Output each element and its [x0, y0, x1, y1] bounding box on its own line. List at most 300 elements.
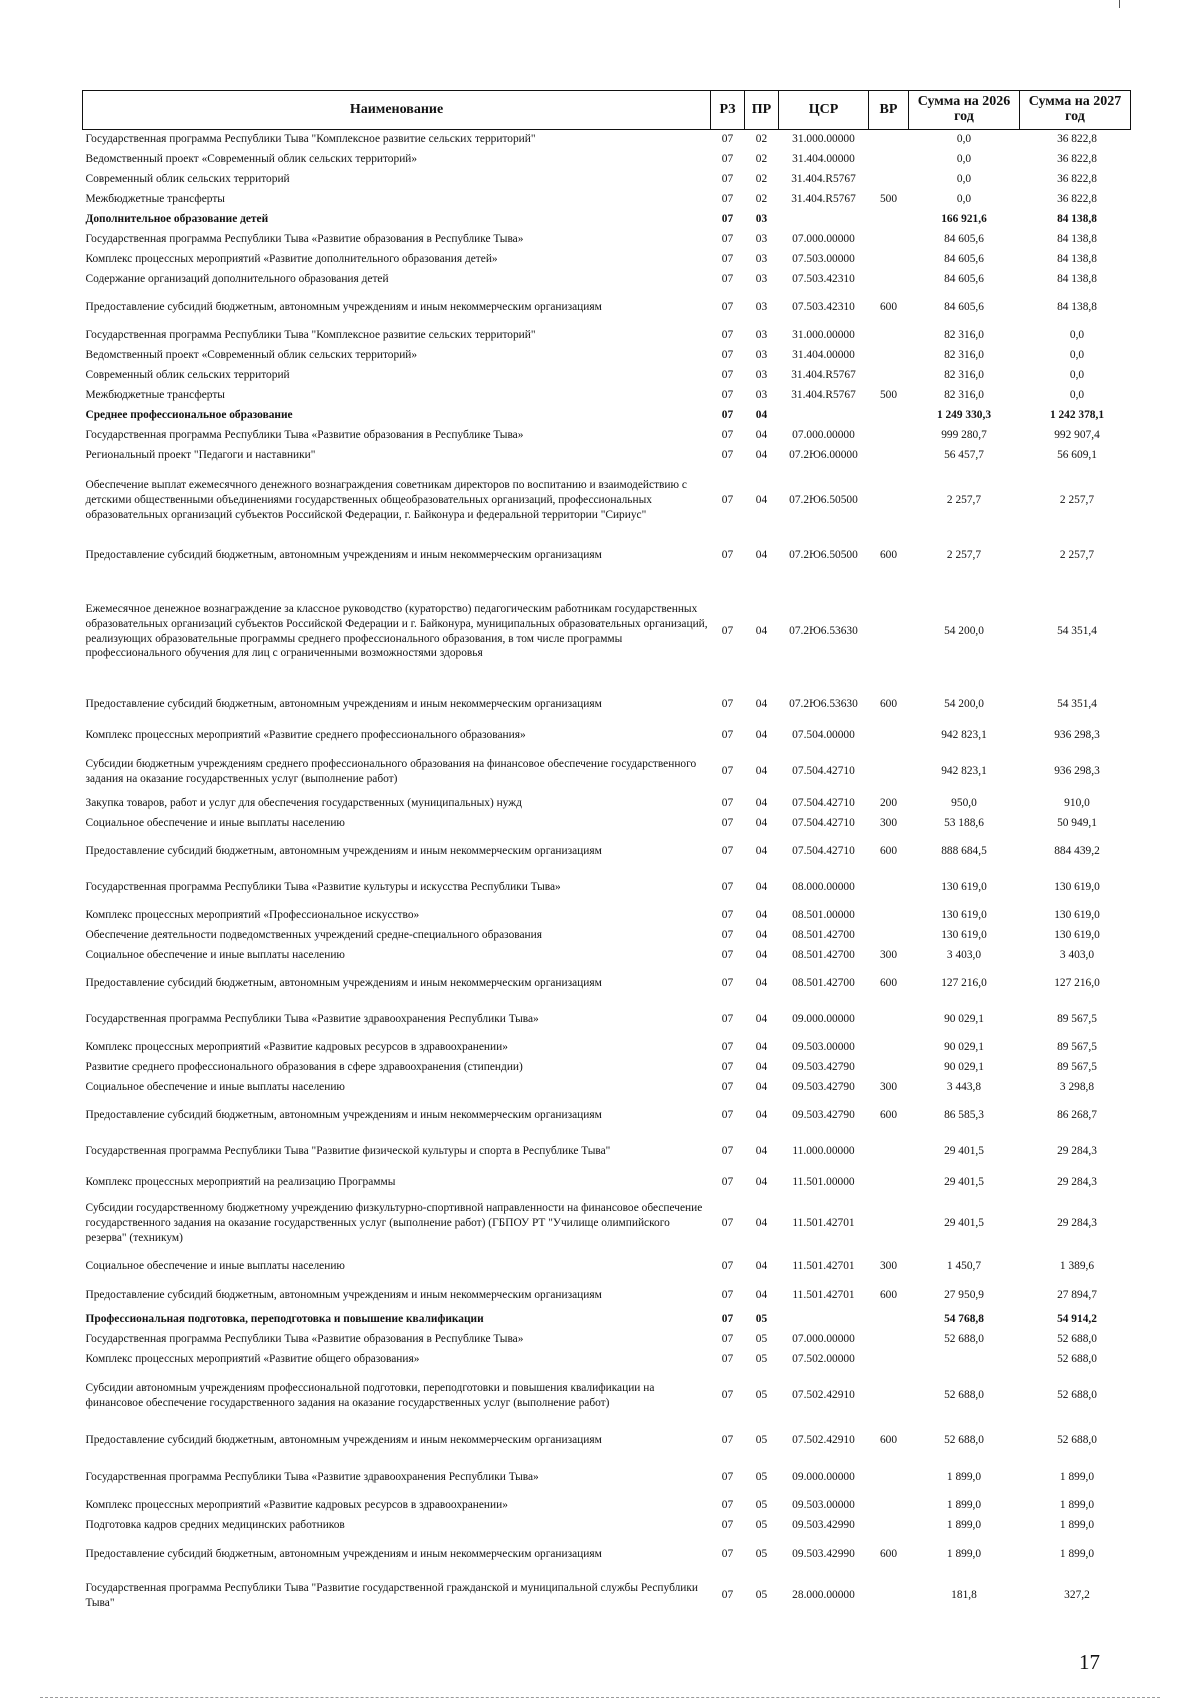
- cell-csr: 09.503.42790: [792, 1081, 855, 1094]
- cell-sum-2026: 90 029,1: [944, 1041, 984, 1054]
- table-row: [83, 1252, 1131, 1282]
- table-row: [83, 326, 1131, 346]
- cell-csr: 07.2Ю6.50500: [789, 494, 858, 507]
- header-sum-2027: Сумма на 2027 год: [1020, 91, 1131, 130]
- cell-rz: 07: [721, 153, 734, 166]
- cell-name: Межбюджетные трансферты: [85, 389, 225, 402]
- cell-sum-2027: 54 351,4: [1057, 625, 1097, 638]
- cell-rz: 07: [721, 1013, 734, 1026]
- cell-name: Государственная программа Республики Тыва "Развитие физической культуры и спорта в Республике Тыва": [85, 1145, 611, 1158]
- cell-sum-2027: 29 284,3: [1057, 1176, 1097, 1189]
- cell-rz: 07: [721, 1434, 734, 1447]
- cell-pr: 04: [755, 949, 768, 962]
- cell-name: Комплекс процессных мероприятий «Развитие кадровых ресурсов в здравоохранении»: [85, 1499, 508, 1512]
- cell-sum-2027: 0,0: [1069, 369, 1085, 382]
- cell-rz: 07: [721, 329, 734, 342]
- cell-pr: 04: [755, 729, 768, 742]
- table-row: [83, 814, 1131, 834]
- cell-vr: 500: [879, 193, 898, 206]
- cell-pr: 04: [755, 698, 768, 711]
- cell-sum-2027: 327,2: [1064, 1589, 1090, 1602]
- table-row: [83, 1370, 1131, 1422]
- cell-sum-2026: 84 605,6: [944, 273, 984, 286]
- cell-sum-2026: 52 688,0: [944, 1389, 984, 1402]
- table-row: [83, 536, 1131, 576]
- cell-sum-2027: 36 822,8: [1057, 133, 1097, 146]
- cell-pr: 03: [755, 301, 768, 314]
- cell-sum-2027: 86 268,7: [1057, 1109, 1097, 1122]
- cell-vr: 500: [879, 389, 898, 402]
- cell-rz: 07: [721, 1389, 734, 1402]
- cell-name: Предоставление субсидий бюджетным, автономным учреждениям и иным некоммерческим организациям: [85, 1548, 602, 1561]
- cell-rz: 07: [721, 698, 734, 711]
- cell-pr: 05: [755, 1313, 768, 1326]
- table-row: [83, 1134, 1131, 1170]
- cell-sum-2027: 936 298,3: [1054, 729, 1100, 742]
- cell-sum-2027: 2 257,7: [1059, 494, 1095, 507]
- cell-name: Комплекс процессных мероприятий «Развитие кадровых ресурсов в здравоохранении»: [85, 1041, 508, 1054]
- cell-sum-2026: 54 200,0: [944, 698, 984, 711]
- cell-vr: [869, 1460, 909, 1496]
- table-header-row: [83, 91, 1131, 130]
- cell-sum-2026: 84 605,6: [944, 301, 984, 314]
- cell-sum-2026: 999 280,7: [941, 429, 987, 442]
- cell-vr: 300: [879, 817, 898, 830]
- cell-name: Профессиональная подготовка, переподготовка и повышение квалификации: [85, 1313, 484, 1326]
- cell-csr: 07.503.00000: [792, 253, 855, 266]
- cell-rz: 07: [721, 233, 734, 246]
- cell-csr: 07.502.42910: [792, 1389, 855, 1402]
- cell-rz: 07: [721, 1289, 734, 1302]
- cell-name: Дополнительное образование детей: [85, 213, 269, 226]
- cell-sum-2026: 942 823,1: [941, 765, 987, 778]
- cell-pr: 04: [755, 1013, 768, 1026]
- cell-sum-2027: 84 138,8: [1057, 213, 1097, 226]
- page-number: 17: [1079, 1650, 1100, 1674]
- cell-vr: 600: [879, 977, 898, 990]
- cell-sum-2026: 130 619,0: [941, 909, 987, 922]
- cell-rz: 07: [721, 765, 734, 778]
- cell-pr: 02: [755, 133, 768, 146]
- cell-pr: 04: [755, 817, 768, 830]
- cell-pr: 04: [755, 429, 768, 442]
- cell-sum-2027: 130 619,0: [1054, 929, 1100, 942]
- cell-rz: 07: [721, 1548, 734, 1561]
- header-sum-2026: Сумма на 2026 год: [909, 91, 1020, 130]
- cell-rz: 07: [721, 389, 734, 402]
- cell-sum-2026: 0,0: [956, 173, 972, 186]
- cell-sum-2026: 82 316,0: [944, 389, 984, 402]
- cell-sum-2027: 52 688,0: [1057, 1333, 1097, 1346]
- cell-csr: 31.404.00000: [792, 349, 855, 362]
- table-row: [83, 406, 1131, 426]
- cell-rz: 07: [721, 301, 734, 314]
- table-row: [83, 1330, 1131, 1350]
- cell-name: Предоставление субсидий бюджетным, автономным учреждениям и иным некоммерческим организациям: [85, 301, 602, 314]
- cell-csr: 07.2Ю6.53630: [789, 625, 858, 638]
- cell-sum-2027: 52 688,0: [1057, 1389, 1097, 1402]
- cell-csr: 09.503.42790: [792, 1109, 855, 1122]
- cell-sum-2026: 54 768,8: [944, 1313, 984, 1326]
- cell-sum-2027: 936 298,3: [1054, 765, 1100, 778]
- cell-csr: 09.503.42790: [792, 1061, 855, 1074]
- cell-vr: [869, 366, 909, 386]
- cell-pr: 05: [755, 1333, 768, 1346]
- cell-name: Ежемесячное денежное вознаграждение за классное руководство (кураторство) педагогическим работникам государственных образовательных организаций субъектов Российской Федерации и г. Байконура, муниципальных образовательных организаций, реализующих образовательные программы среднего профессионального образования, в том числе программы профессионального обучения для лиц с ограниченными возможностями здоровья: [85, 602, 708, 660]
- cell-name: Современный облик сельских территорий: [85, 173, 290, 186]
- cell-rz: 07: [721, 494, 734, 507]
- table-row: [83, 688, 1131, 722]
- cell-sum-2026: 3 443,8: [946, 1081, 982, 1094]
- cell-vr: 600: [879, 1109, 898, 1122]
- table-row: [83, 1002, 1131, 1038]
- cell-rz: 07: [721, 449, 734, 462]
- cell-pr: 04: [755, 1289, 768, 1302]
- cell-csr: 07.2Ю6.53630: [789, 698, 858, 711]
- cell-sum-2027: 52 688,0: [1057, 1353, 1097, 1366]
- cell-vr: [869, 210, 909, 230]
- table-row: [83, 1078, 1131, 1098]
- cell-name: Среднее профессиональное образование: [85, 409, 293, 422]
- cell-sum-2027: 36 822,8: [1057, 173, 1097, 186]
- cell-vr: [869, 446, 909, 466]
- cell-sum-2026: 90 029,1: [944, 1013, 984, 1026]
- cell-name: Комплекс процессных мероприятий «Профессиональное искусство»: [85, 909, 420, 922]
- cell-rz: 07: [721, 409, 734, 422]
- cell-name: Предоставление субсидий бюджетным, автономным учреждениям и иным некоммерческим организациям: [85, 977, 602, 990]
- cell-csr: 31.000.00000: [792, 329, 855, 342]
- cell-rz: 07: [721, 1217, 734, 1230]
- header-vr: ВР: [869, 91, 909, 130]
- cell-pr: 04: [755, 929, 768, 942]
- cell-rz: 07: [721, 1471, 734, 1484]
- cell-csr: 07.503.42310: [792, 301, 855, 314]
- cell-sum-2026: 1 249 330,3: [936, 409, 992, 422]
- cell-vr: [869, 346, 909, 366]
- table-row: [83, 926, 1131, 946]
- cell-csr: 31.404.R5767: [791, 369, 856, 382]
- table-row: [83, 466, 1131, 536]
- table-row: [83, 230, 1131, 250]
- cell-pr: 05: [755, 1471, 768, 1484]
- cell-sum-2026: 29 401,5: [944, 1145, 984, 1158]
- cell-pr: 03: [755, 273, 768, 286]
- cell-rz: 07: [721, 1333, 734, 1346]
- cell-sum-2026: 86 585,3: [944, 1109, 984, 1122]
- cell-csr: 07.504.42710: [792, 817, 855, 830]
- cell-sum-2027: 50 949,1: [1057, 817, 1097, 830]
- cell-pr: 04: [755, 1260, 768, 1273]
- cell-pr: 04: [755, 845, 768, 858]
- cell-name: Предоставление субсидий бюджетным, автономным учреждениям и иным некоммерческим организациям: [85, 1289, 602, 1302]
- cell-pr: 04: [755, 797, 768, 810]
- cell-pr: 05: [755, 1434, 768, 1447]
- cell-vr: 200: [879, 797, 898, 810]
- cell-pr: 03: [755, 233, 768, 246]
- cell-name: Современный облик сельских территорий: [85, 369, 290, 382]
- cell-vr: [869, 270, 909, 290]
- cell-rz: 07: [721, 193, 734, 206]
- cell-csr: 07.000.00000: [792, 233, 855, 246]
- cell-name: Предоставление субсидий бюджетным, автономным учреждениям и иным некоммерческим организациям: [85, 845, 602, 858]
- cell-pr: 04: [755, 1176, 768, 1189]
- cell-csr: 07.502.00000: [792, 1353, 855, 1366]
- cell-name: Государственная программа Республики Тыва «Развитие образования в Республике Тыва»: [85, 429, 524, 442]
- cell-name: Содержание организаций дополнительного образования детей: [85, 273, 389, 286]
- table-row: [83, 1170, 1131, 1196]
- cell-sum-2026: 54 200,0: [944, 625, 984, 638]
- cell-sum-2027: 56 609,1: [1057, 449, 1097, 462]
- cell-pr: 03: [755, 369, 768, 382]
- cell-sum-2027: 84 138,8: [1057, 233, 1097, 246]
- cell-csr: 08.000.00000: [792, 881, 855, 894]
- cell-name: Предоставление субсидий бюджетным, автономным учреждениям и иным некоммерческим организациям: [85, 698, 602, 711]
- table-row: [83, 446, 1131, 466]
- cell-name: Предоставление субсидий бюджетным, автономным учреждениям и иным некоммерческим организациям: [85, 1109, 602, 1122]
- cell-csr: 08.501.00000: [792, 909, 855, 922]
- cell-pr: 03: [755, 213, 768, 226]
- cell-vr: 300: [879, 1260, 898, 1273]
- table-row: [83, 386, 1131, 406]
- cell-sum-2027: 89 567,5: [1057, 1041, 1097, 1054]
- cell-sum-2027: 1 899,0: [1059, 1499, 1095, 1512]
- cell-pr: 03: [755, 349, 768, 362]
- table-row: [83, 190, 1131, 210]
- cell-csr: 07.504.00000: [792, 729, 855, 742]
- scan-bottom-edge: [40, 1697, 1160, 1698]
- cell-sum-2027: 84 138,8: [1057, 253, 1097, 266]
- cell-sum-2027: 1 899,0: [1059, 1471, 1095, 1484]
- cell-name: Субсидии бюджетным учреждениям среднего профессионального образования на финансовое обеспечение государственного задания на оказание государственных услуг (выполнение работ): [85, 757, 697, 785]
- cell-pr: 05: [755, 1353, 768, 1366]
- cell-sum-2027: 3 298,8: [1059, 1081, 1095, 1094]
- cell-sum-2026: 1 450,7: [946, 1260, 982, 1273]
- table-row: [83, 834, 1131, 870]
- cell-sum-2027: 130 619,0: [1054, 881, 1100, 894]
- table-row: [83, 750, 1131, 794]
- table-row: [83, 1282, 1131, 1310]
- cell-csr: 31.000.00000: [792, 133, 855, 146]
- cell-sum-2026: 950,0: [951, 797, 977, 810]
- cell-rz: 07: [721, 949, 734, 962]
- cell-vr: [869, 1002, 909, 1038]
- table-row: [83, 870, 1131, 906]
- cell-rz: 07: [721, 273, 734, 286]
- table-row: [83, 130, 1131, 150]
- cell-csr: 31.404.00000: [792, 153, 855, 166]
- cell-sum-2027: 1 242 378,1: [1049, 409, 1105, 422]
- cell-csr: 07.504.42710: [792, 845, 855, 858]
- cell-vr: [869, 230, 909, 250]
- cell-sum-2026: 84 605,6: [944, 253, 984, 266]
- cell-vr: [869, 1038, 909, 1058]
- cell-name: Социальное обеспечение и иные выплаты населению: [85, 817, 345, 830]
- cell-sum-2026: 53 188,6: [944, 817, 984, 830]
- cell-vr: 600: [879, 1548, 898, 1561]
- cell-csr: [779, 1310, 869, 1330]
- cell-pr: 02: [755, 193, 768, 206]
- cell-sum-2026: 2 257,7: [946, 549, 982, 562]
- cell-sum-2027: 84 138,8: [1057, 301, 1097, 314]
- cell-rz: 07: [721, 909, 734, 922]
- cell-rz: 07: [721, 1061, 734, 1074]
- cell-vr: [869, 466, 909, 536]
- cell-sum-2027: 3 403,0: [1059, 949, 1095, 962]
- cell-name: Межбюджетные трансферты: [85, 193, 225, 206]
- cell-vr: 600: [879, 698, 898, 711]
- cell-csr: 31.404.R5767: [791, 173, 856, 186]
- cell-name: Государственная программа Республики Тыва «Развитие образования в Республике Тыва»: [85, 1333, 524, 1346]
- cell-rz: 07: [721, 797, 734, 810]
- cell-vr: [869, 170, 909, 190]
- cell-rz: 07: [721, 429, 734, 442]
- table-row: [83, 170, 1131, 190]
- cell-vr: 300: [879, 949, 898, 962]
- table-row: [83, 270, 1131, 290]
- cell-name: Государственная программа Республики Тыва «Развитие здравоохранения Республики Тыва»: [85, 1013, 539, 1026]
- cell-sum-2027: 884 439,2: [1054, 845, 1100, 858]
- cell-csr: 11.501.42701: [792, 1289, 855, 1302]
- cell-vr: [869, 1134, 909, 1170]
- table-row: [83, 1098, 1131, 1134]
- cell-vr: [869, 1370, 909, 1422]
- cell-name: Субсидии государственному бюджетному учреждению физкультурно-спортивной направленности на финансовое обеспечение государственного задания на оказание государственных услуг (выполнение работ) (ГБПОУ РТ "Училище олимпийского резерва" (техникум): [85, 1202, 703, 1244]
- table-row: [83, 722, 1131, 750]
- cell-name: Государственная программа Республики Тыва «Развитие здравоохранения Республики Тыва»: [85, 1471, 539, 1484]
- cell-rz: 07: [721, 625, 734, 638]
- table-row: [83, 366, 1131, 386]
- header-pr: ПР: [745, 91, 779, 130]
- cell-sum-2027: 29 284,3: [1057, 1145, 1097, 1158]
- cell-vr: [869, 1496, 909, 1516]
- cell-pr: 04: [755, 494, 768, 507]
- cell-sum-2027: 127 216,0: [1054, 977, 1100, 990]
- cell-rz: 07: [721, 1176, 734, 1189]
- cell-sum-2027: 54 914,2: [1057, 1313, 1097, 1326]
- cell-name: Комплекс процессных мероприятий «Развитие дополнительного образования детей»: [85, 253, 498, 266]
- cell-sum-2027: 910,0: [1064, 797, 1090, 810]
- cell-rz: 07: [721, 1499, 734, 1512]
- cell-csr: 07.503.42310: [792, 273, 855, 286]
- cell-sum-2027: 36 822,8: [1057, 193, 1097, 206]
- cell-csr: 07.2Ю6.50500: [789, 549, 858, 562]
- cell-name: Ведомственный проект «Современный облик сельских территорий»: [85, 349, 418, 362]
- cell-csr: 09.000.00000: [792, 1471, 855, 1484]
- cell-csr: 09.503.00000: [792, 1041, 855, 1054]
- table-row: [83, 150, 1131, 170]
- cell-sum-2027: 54 351,4: [1057, 698, 1097, 711]
- cell-rz: 07: [721, 349, 734, 362]
- cell-pr: 04: [755, 625, 768, 638]
- table-row: [83, 346, 1131, 366]
- cell-rz: 07: [721, 213, 734, 226]
- cell-name: Региональный проект "Педагоги и наставники": [85, 449, 316, 462]
- cell-vr: [869, 722, 909, 750]
- cell-vr: 600: [879, 1289, 898, 1302]
- cell-pr: 05: [755, 1389, 768, 1402]
- table-row: [83, 1310, 1131, 1330]
- cell-vr: [869, 150, 909, 170]
- budget-table: [82, 90, 1131, 1618]
- cell-name: Комплекс процессных мероприятий на реализацию Программы: [85, 1176, 396, 1189]
- cell-sum-2027: 89 567,5: [1057, 1013, 1097, 1026]
- cell-sum-2027: 89 567,5: [1057, 1061, 1097, 1074]
- table-row: [83, 1574, 1131, 1618]
- cell-vr: [869, 250, 909, 270]
- cell-rz: 07: [721, 1041, 734, 1054]
- cell-pr: 04: [755, 909, 768, 922]
- cell-name: Подготовка кадров средних медицинских работников: [85, 1519, 345, 1532]
- cell-sum-2027: 1 389,6: [1059, 1260, 1095, 1273]
- cell-vr: [869, 750, 909, 794]
- cell-name: Государственная программа Республики Тыва «Развитие культуры и искусства Республики Тыва»: [85, 881, 561, 894]
- cell-name: Развитие среднего профессионального образования в сфере здравоохранения (стипендии): [85, 1061, 523, 1074]
- budget-table-sheet: [82, 90, 1130, 1618]
- cell-sum-2027: 36 822,8: [1057, 153, 1097, 166]
- cell-pr: 04: [755, 449, 768, 462]
- cell-vr: [869, 870, 909, 906]
- cell-name: Государственная программа Республики Тыва "Комплексное развитие сельских территорий": [85, 133, 536, 146]
- table-row: [83, 1496, 1131, 1516]
- cell-pr: 04: [755, 1061, 768, 1074]
- cell-name: Обеспечение деятельности подведомственных учреждений средне-специального образования: [85, 929, 542, 942]
- cell-csr: 11.501.00000: [792, 1176, 855, 1189]
- cell-csr: 31.404.R5767: [791, 389, 856, 402]
- cell-vr: [869, 1574, 909, 1618]
- cell-sum-2026: 1 899,0: [946, 1519, 982, 1532]
- table-row: [83, 1196, 1131, 1252]
- cell-sum-2026: 0,0: [956, 153, 972, 166]
- cell-name: Закупка товаров, работ и услуг для обеспечения государственных (муниципальных) нужд: [85, 797, 522, 810]
- cell-sum-2027: 2 257,7: [1059, 549, 1095, 562]
- cell-vr: [869, 906, 909, 926]
- cell-sum-2027: 0,0: [1069, 389, 1085, 402]
- cell-vr: 600: [879, 1434, 898, 1447]
- cell-csr: 07.504.42710: [792, 797, 855, 810]
- cell-pr: 04: [755, 1217, 768, 1230]
- cell-pr: 05: [755, 1499, 768, 1512]
- cell-sum-2027: 52 688,0: [1057, 1434, 1097, 1447]
- cell-sum-2026: 130 619,0: [941, 929, 987, 942]
- cell-rz: 07: [721, 173, 734, 186]
- table-row: [83, 210, 1131, 230]
- header-csr: ЦСР: [779, 91, 869, 130]
- cell-name: Субсидии автономным учреждениям профессиональной подготовки, переподготовки и повышения квалификации на финансовое обеспечение государственного задания на оказание государственных услуг (выполнение работ): [85, 1381, 655, 1409]
- cell-sum-2027: 84 138,8: [1057, 273, 1097, 286]
- cell-name: Комплекс процессных мероприятий «Развитие среднего профессионального образования»: [85, 729, 526, 742]
- cell-vr: 300: [879, 1081, 898, 1094]
- cell-pr: 04: [755, 1041, 768, 1054]
- cell-vr: [869, 926, 909, 946]
- cell-csr: 08.501.42700: [792, 949, 855, 962]
- table-row: [83, 250, 1131, 270]
- cell-rz: 07: [721, 845, 734, 858]
- cell-rz: 07: [721, 729, 734, 742]
- cell-vr: 600: [879, 301, 898, 314]
- cell-sum-2026: 29 401,5: [944, 1217, 984, 1230]
- cell-name: Социальное обеспечение и иные выплаты населению: [85, 1260, 345, 1273]
- cell-sum-2026: 82 316,0: [944, 329, 984, 342]
- cell-vr: [869, 1196, 909, 1252]
- cell-vr: [869, 426, 909, 446]
- cell-vr: [869, 130, 909, 150]
- cell-rz: 07: [721, 549, 734, 562]
- cell-csr: 08.501.42700: [792, 929, 855, 942]
- cell-name: Государственная программа Республики Тыва "Комплексное развитие сельских территорий": [85, 329, 536, 342]
- cell-sum-2027: 1 899,0: [1059, 1519, 1095, 1532]
- cell-sum-2026: [909, 1350, 1020, 1370]
- cell-rz: 07: [721, 1109, 734, 1122]
